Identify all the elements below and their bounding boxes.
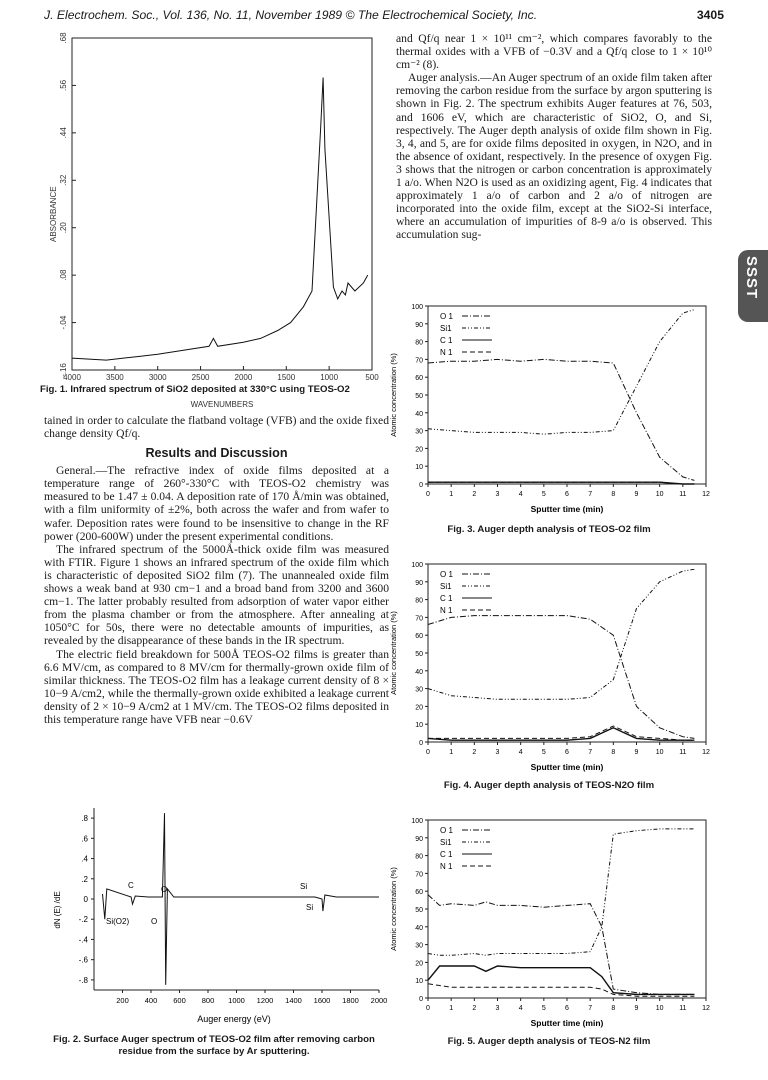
journal-citation: J. Electrochem. Soc., Vol. 136, No. 11, November 1989 © The Electrochemical Society, Inc.	[44, 8, 538, 22]
fig1-y-label: ABSORBANCE	[49, 186, 58, 242]
fig1-y-tick-label: .08	[59, 269, 68, 281]
fig4-y-tick-label: 0	[419, 740, 423, 747]
fig4-x-tick-label: 0	[426, 749, 430, 756]
fig2-y-tick-label: -.8	[78, 975, 88, 985]
fig1-y-ticks	[59, 32, 76, 377]
fig4-y-tick-label: 40	[415, 668, 423, 676]
fig4-x-tick-label: 6	[565, 749, 569, 756]
fig4-x-tick-label: 7	[588, 749, 593, 756]
fig1-x-tick-label: 2500	[191, 373, 210, 382]
fig3-legend-label: C 1	[440, 336, 453, 345]
fig5-y-tick-label: 30	[415, 942, 423, 950]
fig3-x-tick-label: 5	[541, 491, 546, 498]
fig5-legend-label: Si1	[440, 838, 452, 847]
fig5-caption: Fig. 5. Auger depth analysis of TEOS-N2 film	[447, 1036, 651, 1047]
fig5-series-line	[428, 829, 694, 955]
fig1-x-tick-label: 3500	[105, 373, 124, 382]
fig1-y-tick-label: .20	[59, 222, 68, 234]
fig2-annotation-sio2: Si(O2)	[106, 917, 130, 926]
section-heading: Results and Discussion	[145, 446, 288, 461]
fig4-x-tick-label: 1	[449, 749, 454, 756]
fig5-x-tick-label: 4	[518, 1005, 523, 1012]
fig2-y-tick-label: .8	[81, 814, 88, 824]
fig3-y-tick-label: 30	[415, 428, 423, 436]
fig2-x-tick-label: 600	[173, 996, 186, 1005]
fig5-x-tick-label: 11	[679, 1005, 687, 1012]
fig2-y-tick-label: .6	[81, 834, 88, 844]
fig3-x-tick-label: 4	[518, 491, 523, 498]
figure-3-depth-profile	[384, 300, 714, 520]
fig3-x-tick-label: 8	[611, 491, 616, 498]
fig2-x-label: Auger energy (eV)	[197, 1014, 271, 1024]
fig4-y-tick-label: 80	[415, 597, 423, 605]
fig5-y-tick-label: 80	[415, 853, 423, 861]
fig4-legend-label: Si1	[440, 582, 452, 591]
fig3-x-tick-label: 12	[702, 491, 710, 498]
fig4-x-tick-label: 2	[472, 749, 477, 756]
fig4-y-tick-label: 10	[415, 722, 423, 730]
fig2-x-tick-label: 1000	[228, 996, 245, 1005]
fig2-y-label: dN (E) /dE	[53, 891, 62, 929]
fig2-y-tick-label: -.2	[78, 915, 88, 925]
fig1-x-tick-label: 1500	[277, 373, 296, 382]
fig3-caption: Fig. 3. Auger depth analysis of TEOS-O2 film	[447, 524, 651, 535]
fig3-legend-label: O 1	[440, 312, 453, 321]
fig5-x-tick-label: 12	[702, 1005, 710, 1012]
fig1-spectrum-line	[72, 78, 368, 361]
fig2-annotation-c: C	[128, 881, 134, 890]
fig3-x-tick-label: 6	[565, 491, 569, 498]
fig4-y-tick-label: 20	[415, 704, 423, 712]
fig4-legend-label: C 1	[440, 594, 453, 603]
paragraph-auger: Auger analysis.—An Auger spectrum of an oxide film taken after removing the carbon residue from the surface by argon sputtering is shown in Fig. 2. The spectrum exhibits Auger features at 76, 503, and 1606 eV, which are characteristic of SiO2, O, and Si, respectively. The Auger depth analysis of oxide film shown in Fig. 3, 4, and 5, are for oxide films deposited in oxygen, in N2O, and in the absence of oxidant, respectively. In the presence of oxygen Fig. 3 shows that the nitrogen or carbon concentration is approximately 1 a/o. When N2O is used as an oxidizing agent, Fig. 4 indicates that approximately 1 a/o of carbon and 2 a/o of nitrogen are incorporated into the oxide film, except at the SiO2-Si interface, where an accumulation of impurities of 8-9 a/o is observed. This accumulation sug-	[396, 71, 712, 242]
fig4-x-tick-label: 4	[518, 749, 523, 756]
left-column-text	[44, 414, 389, 726]
fig3-x-tick-label: 1	[449, 491, 454, 498]
fig2-y-tick-label: .2	[81, 874, 88, 884]
fig2-annotation-si-lower: Si	[306, 903, 314, 912]
fig3-x-tick-label: 10	[655, 491, 664, 498]
fig3-x-tick-label: 11	[679, 491, 687, 498]
fig3-y-tick-label: 60	[415, 375, 423, 383]
fig5-x-tick-label: 5	[541, 1005, 546, 1012]
intro-paragraph: tained in order to calculate the flatband voltage (VFB) and the oxide fixed change density Qf/q.	[44, 414, 389, 441]
figure-4-depth-profile	[384, 558, 714, 778]
fig5-legend-label: C 1	[440, 850, 453, 859]
fig5-y-tick-label: 40	[415, 924, 423, 932]
fig5-x-tick-label: 3	[495, 1005, 500, 1012]
fig2-y-tick-label: -.4	[78, 935, 88, 945]
fig5-x-label: Sputter time (min)	[530, 1018, 604, 1028]
fig2-annotation-o-lower: O	[151, 917, 158, 926]
fig5-y-tick-label: 90	[415, 835, 423, 843]
fig3-x-label: Sputter time (min)	[530, 504, 604, 514]
fig4-y-tick-label: 50	[415, 651, 423, 658]
figure-5-depth-profile	[384, 814, 714, 1034]
fig3-y-tick-label: 50	[415, 393, 423, 400]
fig4-y-tick-label: 30	[415, 686, 423, 694]
paragraph-general: General.—The refractive index of oxide films deposited at a temperature range of 260°-330°C with TEOS-O2 chemistry was measured to be 1.47 ± 0.04. A deposition rate of 170 Å/min was obtained, with a film uniformity of ±2%, both across the wafer and from wafer to wafer. Deposition rates were found to be insensitive to change in the RF power (200-600W) under the present experimental conditions.	[44, 464, 389, 543]
fig3-y-tick-label: 40	[415, 410, 423, 418]
fig2-x-tick-label: 200	[116, 996, 129, 1005]
section-tab-label: SSST	[743, 256, 760, 300]
right-column-text	[396, 32, 712, 242]
fig3-series-line	[428, 310, 694, 435]
fig5-y-tick-label: 100	[411, 818, 423, 825]
fig4-legend-label: N 1	[440, 606, 453, 615]
page-number: 3405	[696, 8, 724, 22]
fig5-y-tick-label: 70	[415, 871, 423, 879]
fig4-x-tick-label: 8	[611, 749, 616, 756]
fig1-y-tick-label: .44	[59, 127, 68, 139]
fig4-series-line	[428, 616, 694, 739]
fig1-x-tick-label: 1000	[320, 373, 339, 382]
fig4-series-line	[428, 726, 694, 740]
fig1-y-tick-label: .56	[59, 79, 68, 91]
fig3-y-tick-label: 20	[415, 446, 423, 454]
fig2-x-tick-label: 1200	[256, 996, 274, 1005]
running-header	[44, 8, 724, 26]
fig5-y-tick-label: 50	[415, 907, 423, 914]
fig4-legend-label: O 1	[440, 570, 453, 579]
fig2-y-ticks	[79, 814, 94, 985]
fig3-x-tick-label: 0	[426, 491, 430, 498]
fig2-spectrum-line	[103, 813, 380, 985]
paragraph-field: The electric field breakdown for 500Å TEOS-O2 films is greater than 6.6 MV/cm, as compared to 8 MV/cm for thermally-grown oxide film of similar thickness. The TEOS-O2 film has a leakage current density of 8 × 10−9 A/cm2, while the thermally-grown oxide exhibited a leakage current density of 2 × 10−9 A/cm2 at 1 MV/cm. The TEOS-O2 films deposited in this temperature range have VFB near −0.6V	[44, 647, 389, 726]
fig2-x-tick-label: 1600	[313, 996, 331, 1005]
fig4-x-tick-label: 5	[541, 749, 546, 756]
fig5-x-tick-label: 8	[611, 1005, 616, 1012]
fig2-x-tick-label: 400	[144, 996, 158, 1005]
fig3-legend-label: N 1	[440, 348, 453, 357]
fig2-y-tick-label: -.6	[78, 955, 88, 965]
fig2-y-tick-label: .4	[81, 854, 88, 864]
fig5-legend-label: O 1	[440, 826, 453, 835]
fig3-x-tick-label: 7	[588, 491, 593, 498]
fig1-caption: Fig. 1. Infrared spectrum of SiO2 deposited at 330°C using TEOS-O2	[40, 384, 350, 395]
fig3-y-tick-label: 100	[411, 304, 423, 311]
fig5-series-line	[428, 966, 694, 994]
fig5-x-tick-label: 0	[426, 1005, 430, 1012]
fig4-series-line	[428, 569, 694, 699]
fig4-y-label: Atomic concentration (%)	[389, 611, 398, 695]
fig3-y-label: Atomic concentration (%)	[389, 353, 398, 437]
fig5-x-tick-label: 9	[634, 1005, 639, 1012]
fig5-plot-frame	[428, 820, 706, 998]
fig3-y-tick-label: 0	[419, 482, 423, 489]
fig1-x-ticks	[63, 366, 379, 382]
fig4-y-tick-label: 60	[415, 633, 423, 641]
fig1-x-label: WAVENUMBERS	[190, 400, 254, 409]
fig2-x-tick-label: 2000	[370, 996, 388, 1005]
fig1-plot-frame	[72, 38, 372, 370]
fig1-x-tick-label: 3000	[148, 373, 167, 382]
fig1-x-tick-label: 2000	[234, 373, 253, 382]
fig1-y-tick-label: .32	[59, 174, 68, 186]
fig3-x-tick-label: 2	[472, 491, 477, 498]
fig3-y-tick-label: 80	[415, 339, 423, 347]
fig2-x-ticks	[116, 990, 387, 1005]
fig4-x-tick-label: 11	[679, 749, 687, 756]
fig5-x-tick-label: 6	[565, 1005, 569, 1012]
fig3-series-line	[428, 359, 694, 480]
fig4-caption: Fig. 4. Auger depth analysis of TEOS-N2O film	[443, 780, 655, 791]
paragraph-flatband: and Qf/q near 1 × 10¹¹ cm⁻², which compares favorably to the thermal oxides with a VFB of −0.3V and a Qf/q close to 1 × 10¹⁰ cm⁻² (8).	[396, 32, 712, 72]
section-tab	[738, 250, 768, 322]
fig4-plot-frame	[428, 564, 706, 742]
fig4-y-tick-label: 70	[415, 615, 423, 623]
fig2-annotation-si-upper: Si	[300, 882, 308, 891]
fig4-y-tick-label: 100	[411, 562, 423, 569]
fig4-x-tick-label: 3	[495, 749, 500, 756]
fig5-y-tick-label: 60	[415, 889, 423, 897]
fig5-y-tick-label: 20	[415, 960, 423, 968]
fig1-x-tick-label: 4000	[63, 373, 81, 382]
fig2-x-tick-label: 1800	[342, 996, 359, 1005]
fig5-legend-label: N 1	[440, 862, 453, 871]
fig3-y-tick-label: 90	[415, 321, 423, 329]
fig2-caption: Fig. 2. Surface Auger spectrum of TEOS-O2 film after removing carbon residue from the surface by Ar sputtering.	[53, 1034, 375, 1057]
fig4-x-tick-label: 12	[702, 749, 710, 756]
fig5-series-line	[428, 895, 694, 995]
fig5-x-tick-label: 7	[588, 1005, 593, 1012]
paragraph-ir: The infrared spectrum of the 5000Å-thick oxide film was measured with FTIR. Figure 1 shows an infrared spectrum of the oxide film which is characteristic of deposited SiO2 film (7). The unannealed oxide film shows a weak band at 930 cm−1 and a broad band from 3200 and 3600 cm−1. The latter probably resulted from adsorption of water vapor either from the plasma chamber or from the atmosphere. After annealing at 1050°C for 50s, there were no detectable amounts of impurities, as revealed by the disappearance of these bands in the IR spectrum.	[44, 542, 389, 648]
fig1-x-tick-label: 500	[365, 373, 379, 382]
fig5-y-tick-label: 10	[415, 978, 423, 986]
fig2-y-tick-label: 0	[83, 895, 88, 904]
fig4-y-tick-label: 90	[415, 579, 423, 587]
figure-2-auger-spectrum	[44, 800, 388, 1030]
fig4-series-line	[428, 728, 694, 740]
fig2-x-tick-label: 1400	[285, 996, 302, 1005]
fig3-x-tick-label: 9	[634, 491, 639, 498]
fig5-x-tick-label: 1	[449, 1005, 454, 1012]
fig1-y-tick-label: -.04	[59, 315, 68, 330]
fig5-x-tick-label: 2	[472, 1005, 477, 1012]
fig3-x-tick-label: 3	[495, 491, 500, 498]
fig5-y-label: Atomic concentration (%)	[389, 867, 398, 951]
fig5-x-tick-label: 10	[655, 1005, 664, 1012]
fig4-x-tick-label: 9	[634, 749, 639, 756]
fig4-x-tick-label: 10	[655, 749, 664, 756]
fig4-x-label: Sputter time (min)	[530, 762, 604, 772]
fig3-y-tick-label: 70	[415, 357, 423, 365]
fig1-y-tick-label: -.16	[59, 363, 68, 377]
fig2-x-tick-label: 800	[201, 996, 215, 1005]
fig5-y-tick-label: 0	[419, 996, 423, 1003]
fig3-legend-label: Si1	[440, 324, 452, 333]
fig2-annotation-o-upper: O	[161, 885, 168, 894]
fig3-y-tick-label: 10	[415, 464, 423, 472]
fig3-plot-frame	[428, 306, 706, 484]
fig1-y-tick-label: .68	[59, 32, 68, 44]
